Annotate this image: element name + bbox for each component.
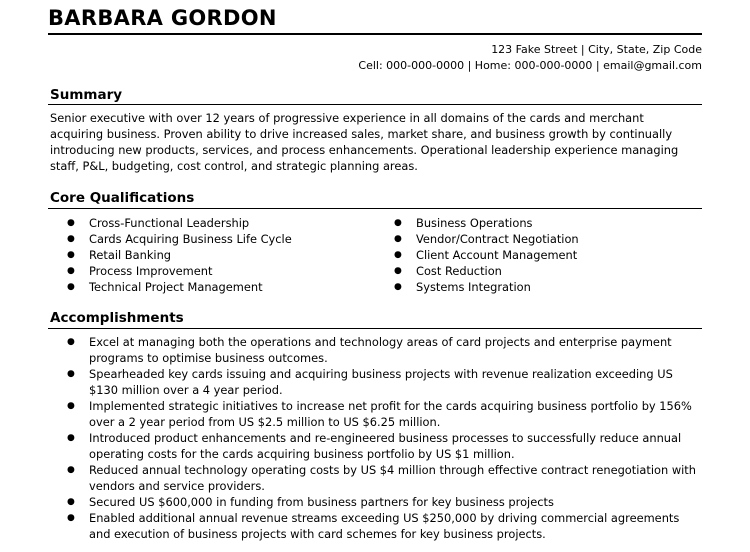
bullet-icon: ● <box>67 337 75 347</box>
qualification-item-text: Cards Acquiring Business Life Cycle <box>89 232 292 246</box>
accomplishment-item <box>67 334 701 366</box>
qualification-item <box>67 263 292 279</box>
summary-text: Senior executive with over 12 years of progressive experience in all domains of the cards and merchant acquiring business. Proven ability to drive increased sales, market share, and business growth by continually introducing new products, services, and process enhancements. Operational leadership experience managing staff, P&L, budgeting, cost control, and strategic planning areas. <box>50 111 679 173</box>
qualification-item-text: Systems Integration <box>416 280 531 294</box>
summary-heading: Summary <box>50 87 123 103</box>
accomplishment-item <box>67 430 701 462</box>
bullet-icon: ● <box>67 250 75 260</box>
qualification-item <box>394 247 579 263</box>
bullet-icon: ● <box>394 218 402 228</box>
candidate-name: BARBARA GORDON <box>48 6 277 30</box>
bullet-icon: ● <box>67 513 75 523</box>
bullet-icon: ● <box>67 401 75 411</box>
qualification-item <box>67 247 292 263</box>
bullet-icon: ● <box>67 369 75 379</box>
qualification-item <box>67 231 292 247</box>
qualification-item-text: Technical Project Management <box>89 280 263 294</box>
bullet-icon: ● <box>67 433 75 443</box>
accomplishment-item-text: Implemented strategic initiatives to increase net profit for the cards acquiring business portfolio by 156% over a 2 year period from US $2.5 million to US $6.25 million. <box>89 399 692 429</box>
bullet-icon: ● <box>394 282 402 292</box>
accomplishment-item-text: Enabled additional annual revenue streams exceeding US $250,000 by driving commercial agreements and execution of business projects with card schemes for key business projects. <box>89 511 680 541</box>
bullet-icon: ● <box>67 234 75 244</box>
header-divider <box>48 33 702 35</box>
accomplishment-item-text: Introduced product enhancements and re-engineered business processes to successfully reduce annual operating costs for the cards acquiring business portfolio by US $1 million. <box>89 431 682 461</box>
qualification-item <box>394 263 579 279</box>
qualification-item <box>67 279 292 295</box>
qualification-item-text: Cost Reduction <box>416 264 502 278</box>
bullet-icon: ● <box>394 266 402 276</box>
qualification-item <box>394 279 579 295</box>
qualification-item-text: Cross-Functional Leadership <box>89 216 250 230</box>
bullet-icon: ● <box>67 266 75 276</box>
bullet-icon: ● <box>67 218 75 228</box>
summary-divider <box>48 104 702 105</box>
qualification-item <box>67 215 292 231</box>
qualification-item-text: Business Operations <box>416 216 533 230</box>
accomplishments-heading: Accomplishments <box>50 310 184 326</box>
qualification-item-text: Client Account Management <box>416 248 578 262</box>
accomplishments-list <box>67 334 701 542</box>
accomplishment-item <box>67 462 701 494</box>
accomplishment-item-text: Spearheaded key cards issuing and acquiring business projects with revenue realization exceeding US $130 million over a 4 year period. <box>89 367 673 397</box>
accomplishment-item <box>67 494 701 510</box>
bullet-icon: ● <box>394 234 402 244</box>
phone-email-line: Cell: 000-000-0000 | Home: 000-000-0000 | email@gmail.com <box>358 59 702 72</box>
address-line: 123 Fake Street | City, State, Zip Code <box>491 43 702 56</box>
qualifications-right-list <box>394 215 579 295</box>
qualification-item-text: Retail Banking <box>89 248 172 262</box>
accomplishments-divider <box>48 328 702 329</box>
accomplishment-item <box>67 398 701 430</box>
accomplishment-item-text: Secured US $600,000 in funding from business partners for key business projects <box>89 495 554 509</box>
accomplishment-item <box>67 366 701 398</box>
qualifications-heading: Core Qualifications <box>50 190 195 206</box>
qualifications-left-list <box>67 215 292 295</box>
accomplishment-item-text: Reduced annual technology operating costs by US $4 million through effective contract renegotiation with vendors and service providers. <box>89 463 696 493</box>
qualification-item <box>394 231 579 247</box>
bullet-icon: ● <box>67 497 75 507</box>
bullet-icon: ● <box>394 250 402 260</box>
bullet-icon: ● <box>67 282 75 292</box>
bullet-icon: ● <box>67 465 75 475</box>
accomplishment-item <box>67 510 701 542</box>
qualification-item-text: Vendor/Contract Negotiation <box>416 232 579 246</box>
qualification-item-text: Process Improvement <box>89 264 213 278</box>
contact-block <box>358 42 702 74</box>
qualification-item <box>394 215 579 231</box>
qualifications-divider <box>48 208 702 209</box>
accomplishment-item-text: Excel at managing both the operations and technology areas of card projects and enterprise payment programs to optimise business outcomes. <box>89 335 672 365</box>
